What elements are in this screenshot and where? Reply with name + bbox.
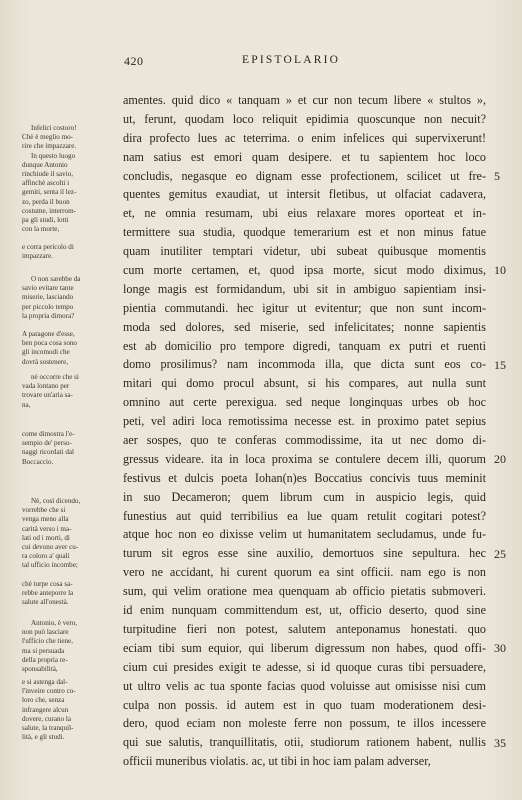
side-note-line: Infelici costoro!: [31, 124, 77, 132]
side-note-line: la propria dimora?: [22, 311, 75, 320]
side-note-line: gli incomodi che: [22, 348, 70, 357]
side-note: [22, 373, 114, 410]
text-line: omnino aut certe perexigua. sed neque longinquas urbes ob hoc: [123, 395, 486, 410]
side-note-line: tal ufficio incombe;: [22, 561, 78, 570]
text-line: concludis, negasque eo dignam esse profectionem, scilicet ut fre-: [123, 168, 486, 183]
side-note-line: non può lasciare: [22, 628, 69, 637]
side-note-line: dunque Antonio: [22, 160, 68, 169]
side-note-line: sempio de' perso-: [22, 439, 72, 448]
side-note-line: savio evitare tante: [22, 284, 74, 293]
side-note-line: In questo luogo: [31, 151, 76, 160]
side-note-line: trovare un'aria sa-: [22, 391, 73, 400]
side-note-line: miserie, lasciando: [22, 293, 74, 302]
side-note: [22, 430, 114, 467]
side-note-line: naggi ricordati dal: [22, 448, 75, 457]
side-note-line: lità, e gli studi.: [22, 733, 65, 742]
page-header: [124, 54, 484, 70]
side-note-line: con la morte,: [22, 225, 60, 234]
text-line: dira profecto lues ac teterrima. o enim infelices qui supervixerunt!: [123, 130, 486, 145]
text-line: moda sed dolores, sed miserie, sed infelicitates; nonne sapientis: [123, 319, 486, 334]
side-note-line: sponsabilità,: [22, 665, 58, 674]
side-note-line: l'ufficio che tiene,: [22, 637, 73, 646]
text-line: atque hoc non eo dixisse velim ut humanitatem secludamus, unde fu-: [123, 527, 486, 542]
line-number: 20: [494, 452, 506, 467]
side-note-line: lati od i morti, di: [22, 533, 70, 542]
side-note-line: pa gli studi, lotti: [22, 216, 69, 225]
text-line: ut, ferunt, quodam loco reliquit epidimia quoscunque non necuit?: [123, 111, 486, 126]
text-line: turum sit egros esse sine auxilio, demortuos sine sepultura. hec: [123, 546, 486, 561]
text-line: et, ne omnia resumam, ubi eius relaxare mores oporteat et in-: [123, 206, 486, 221]
text-line: id enim nunquam committendum est, ut, officio deserto, quod sine: [123, 603, 486, 618]
line-number: 15: [494, 357, 506, 372]
side-note-line: na,: [22, 400, 31, 409]
side-note-line: e si astenga dal-: [22, 678, 68, 686]
side-note-line: ma si persuada: [22, 646, 65, 655]
text-line: termittere sua studia, quodque temerarium est et non minus fatue: [123, 225, 486, 240]
side-note: [22, 497, 114, 571]
line-number: 10: [494, 263, 506, 278]
side-note-line: affinchè ascolti i: [22, 179, 70, 188]
side-note-line: salute all'onestà.: [22, 598, 69, 607]
letter-body: [123, 91, 486, 771]
text-line: turpitudine fieri non potest, salutem anteponamus honestati. quo: [123, 621, 486, 636]
side-note-line: e corra pericolo di: [22, 243, 74, 251]
side-note-line: rebbe anteporre la: [22, 589, 74, 598]
text-line: sum, qui velim oratione mea quenquam ab officio pietatis submoveri.: [123, 584, 486, 599]
side-note: [22, 678, 114, 742]
line-number: 35: [494, 735, 506, 750]
line-number: 5: [494, 168, 500, 183]
text-line: vero ne accidant, hi curent quorum ea sint officii. nam ego is non: [123, 565, 486, 580]
text-line: ut ultro velis ac tua sponte facias quod voluisse aut omisisse nisi cum: [123, 678, 486, 693]
side-note: [22, 124, 114, 234]
side-note: [22, 275, 114, 321]
text-line: culpa non possis. id autem est in quo tuam moderationem desi-: [123, 697, 486, 712]
side-note-line: zo, perda il buon: [22, 197, 70, 206]
text-line: eciam tibi sum equior, qui liberum digressum non habes, quod offi-: [123, 640, 486, 655]
text-line: aer sospes, quo te conferas commodissime, ita ut nec domo di-: [123, 433, 486, 448]
side-note-line: cui devono aver cu-: [22, 543, 79, 552]
side-note-line: infrangere alcun: [22, 705, 69, 714]
text-line: qui sue salutis, tranquillitatis, otii, studiorum rationem habent, nullis: [123, 735, 486, 750]
side-note-line: Antonio, è vero,: [31, 619, 78, 627]
side-note-line: per piccolo tempo: [22, 302, 74, 311]
text-line: mitari qui domo procul absunt, si his compares, aut nulla sunt: [123, 376, 486, 391]
text-line: quam inutiliter temptari videtur, ubi subeat quibusque momentis: [123, 244, 486, 259]
page-number: 420: [124, 54, 144, 68]
side-note-line: ra coloro a' quali: [22, 552, 70, 561]
side-note-line: rire che impazzare.: [22, 142, 77, 151]
text-line: officii muneribus violatis. ac, ut tibi in hoc iam palam adverser,: [123, 754, 431, 769]
text-line: amentes. quid dico « tanquam » et cur non tecum libere « stultos »,: [123, 93, 486, 107]
side-note-line: Chè è meglio mo-: [22, 133, 74, 142]
running-title: EPISTOLARIO: [242, 54, 341, 66]
text-line: est ab domicilio pro tempore digredi, tanquam ex putri et ruenti: [123, 338, 486, 353]
side-note-line: venga meno alla: [22, 515, 69, 524]
line-number: 25: [494, 546, 506, 561]
side-note-line: salute, la tranquil-: [22, 724, 74, 733]
side-note-line: Boccaccio.: [22, 457, 54, 466]
side-note-line: carità verso i ma-: [22, 524, 72, 533]
side-note-line: come dimostra l'e-: [22, 430, 75, 438]
line-number: 30: [494, 641, 506, 656]
side-note-line: vorrebbe che si: [22, 506, 66, 515]
text-line: festivus et dulcis poeta Iohan(n)es Boccatius concivis tuus meminit: [123, 470, 486, 485]
side-note: [22, 243, 114, 261]
text-line: nam satius est emori quam desipere. et tu sapientem hoc loco: [123, 149, 486, 164]
side-note-line: costume, interrom-: [22, 206, 76, 215]
text-line: domo prosilimus? nam incommoda illa, que dicta sunt eos co-: [123, 357, 486, 372]
text-line: dero, quod eciam non moleste ferre non possum, te illos incessere: [123, 716, 486, 731]
side-note-line: dovere, curano la: [22, 714, 72, 723]
side-note-line: rinchiude il savio,: [22, 170, 74, 179]
text-line: cum morte certamen, et, quod ipsa morte, sicut modo diximus,: [123, 263, 486, 278]
side-note-line: della propria re-: [22, 655, 68, 664]
text-line: quentes gemitus exaudiat, ut intersit fletibus, ut olfaciat cadavera,: [123, 187, 486, 202]
side-note-line: ben poca cosa sono: [22, 339, 77, 348]
side-note-line: chè turpe cosa sa-: [22, 580, 73, 588]
text-line: cium cui presides exigit te adesse, si id quoque curas tibi persuadere,: [123, 659, 486, 674]
side-note-line: O non sarebbe da: [31, 275, 81, 283]
side-note-line: nè occorre che si: [31, 373, 79, 381]
side-note-line: vada lontano per: [22, 382, 70, 391]
side-note-line: impazzare.: [22, 252, 53, 261]
text-line: peti, vel adiri loca remotissima necesse est. in proximo patet sepius: [123, 414, 486, 429]
side-note-line: gemiti, senta il lez-: [22, 188, 77, 197]
text-line: in suo Decameron; quem librum cum in auspicio legis, quid: [123, 489, 486, 504]
side-note-line: Nè, così dicendo,: [31, 497, 81, 505]
text-line: pientia commutandi. hec igitur ut evitentur; que non sunt incom-: [123, 300, 486, 315]
side-note: [22, 580, 114, 608]
side-note-line: l'inveire contro co-: [22, 687, 76, 696]
side-note-line: dovrà sostenere,: [22, 357, 69, 366]
side-note: [22, 330, 114, 367]
text-line: longe magis est formidandum, ubi sit in ambiguo sapientiam insi-: [123, 281, 486, 296]
side-note: [22, 619, 114, 674]
text-line: funestius aut quid terribilius ea lue quam retulit cogitari potest?: [123, 508, 486, 523]
side-note-line: A paragone d'esse,: [22, 330, 75, 338]
text-line: gressus videare. ita in loca proxima se contulere decem illi, quorum: [123, 451, 486, 466]
side-note-line: loro che, senza: [22, 696, 65, 705]
